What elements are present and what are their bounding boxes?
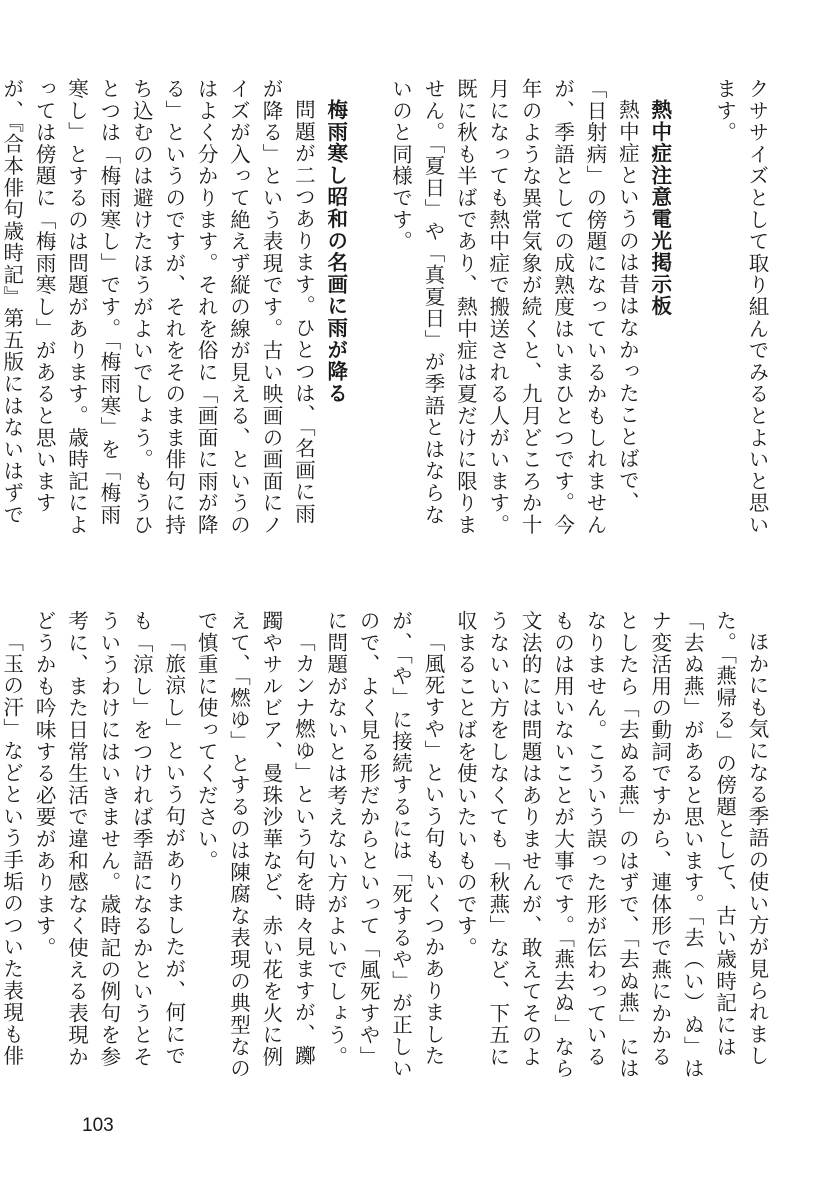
page-number: 103: [82, 1115, 114, 1136]
tsuyuzamu-paragraph: 問題が二つあります。ひとつは、「名画に雨が降る」という表現です。古い映画の画面にノイズが入って絶えず縦の線が見える、というのはよく分かります。それを俗に「画面に雨が降る」というのですが、それをそのまま俳句に持ち込むのは避けたほうがよいでしょう。もうひとつは「梅雨寒し」です。「梅雨寒」を「梅雨寒し」とするのは問題があります。歳時記によっては傍題に「梅雨寒し」があると思いますが、『合本俳句歳時記』第五版にはないはずで: [0, 78, 316, 536]
upper-text-block: [0, 78, 773, 538]
kigo-paragraph: ほかにも気になる季語の使い方が見られました。「燕帰る」の傍題として、古い歳時記には「去ぬ燕」があると思います。「去（い）ぬ」はナ変活用の動詞ですから、連体形で燕にかかるとしたら「去ぬる燕」のはずで、「去ぬ燕」にはなりません。こういう誤った形が伝わっているものは用いないことが大事です。「燕去ぬ」なら文法的には問題はありませんが、敢えてそのようないい方をしなくても「秋燕」など、下五に収まることばを使いたいものです。: [453, 610, 769, 1080]
netchusho-paragraph: 熱中症というのは昔はなかったことばで、「日射病」の傍題になっているかもしれませんが、季語としての成熟度はいまひとつです。今年のような異常気象が続くと、九月どころか十月になっても熱中症で搬送される人がいます。既に秋も半ばであり、熱中症は夏だけに限りません。「夏日」や「真夏日」が季語とはならないのと同様です。: [388, 78, 640, 536]
haiku-heading-tsuyuzamu: 梅雨寒し昭和の名画に雨が降る: [323, 98, 348, 404]
section-gap: [352, 78, 384, 538]
haiku-heading-netchusho: 熱中症注意電光掲示板: [647, 98, 672, 317]
intro-paragraph: クササイズとして取り組んでみるとよいと思います。: [712, 78, 769, 536]
lower-text-block: [0, 610, 773, 1080]
tabisuzushi-paragraph: 「旅涼し」という句がありましたが、何にでも「涼し」をつければ季語になるかというとそういうわけにはいきません。歳時記の例句を参考に、また日常生活で違和感なく使える表現かどうかも吟味する必要があります。: [32, 610, 186, 1068]
tamanoase-paragraph: 「玉の汗」などという手垢のついた表現も俳: [0, 630, 24, 1067]
kanna-paragraph: 「カンナ燃ゆ」という句を時々見ますが、躑躅やサルビア、曼珠沙華など、赤い花を火に例えて、「燃ゆ」とするのは陳腐な表現の典型なので慎重に使ってください。: [194, 610, 316, 1080]
section-gap: [676, 78, 708, 538]
fushisuya-paragraph: 「風死すや」という句もいくつかありましたが、「や」に接続するには「死するや」が正しいので、よく見る形だからといって「風死すや」に問題がないとは考えない方がよいでしょう。: [323, 610, 445, 1080]
